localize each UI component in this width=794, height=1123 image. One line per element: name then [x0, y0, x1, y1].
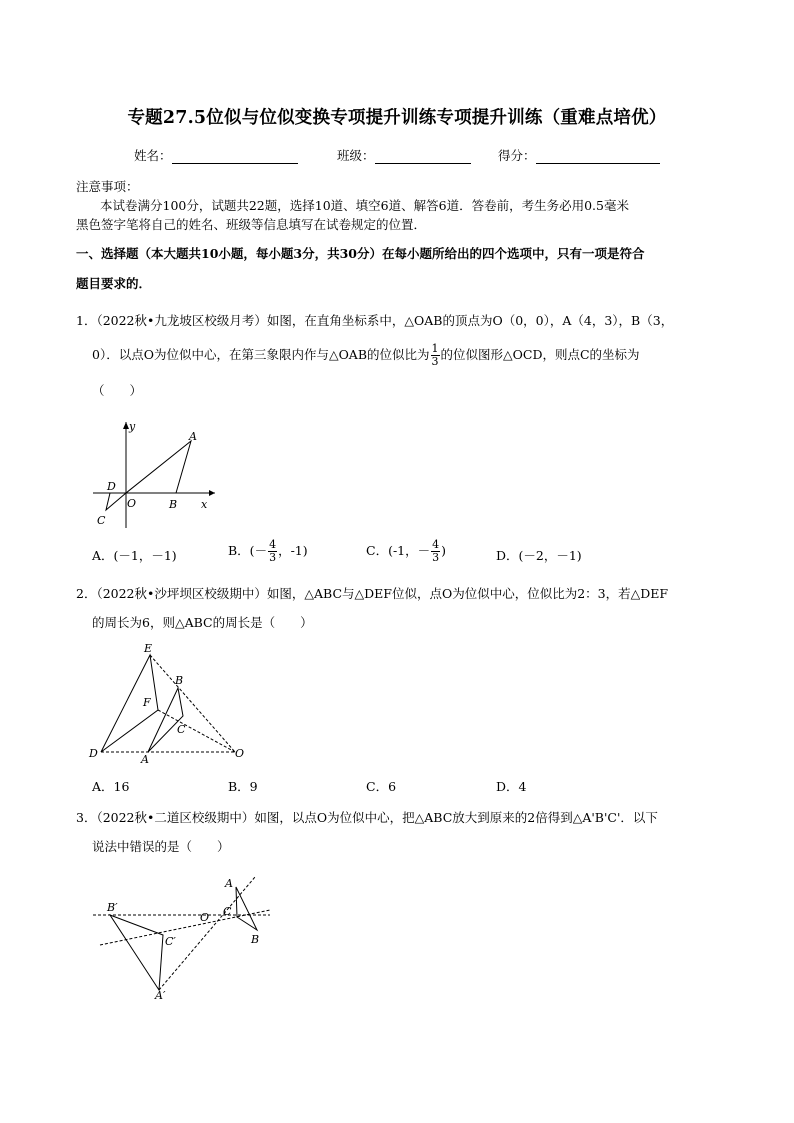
q2-label-f: F	[143, 696, 151, 709]
q1-figure	[85, 410, 225, 530]
q1-label-y: y	[129, 420, 136, 433]
q2-option-d[interactable]: D．4	[496, 779, 527, 794]
name-blank[interactable]	[172, 149, 298, 164]
q2-option-c[interactable]: C．6	[366, 779, 397, 794]
score-blank[interactable]	[536, 149, 660, 164]
q3-label-a: A	[225, 877, 233, 890]
q1-label-x: x	[201, 498, 208, 511]
q1-option-d[interactable]: D．(－2，－1)	[496, 548, 582, 563]
q3-triangle-abc	[236, 887, 257, 930]
class-field[interactable]	[337, 146, 471, 164]
score-field[interactable]	[498, 146, 660, 164]
q2-label-b: B	[175, 674, 184, 687]
q1-line-2	[92, 343, 640, 368]
q1-answer-bracket: （ ）	[92, 383, 143, 398]
class-blank[interactable]	[375, 149, 471, 164]
name-field[interactable]	[134, 146, 298, 164]
q2-label-a: A	[141, 753, 149, 766]
q1-ratio-fraction: $\frac{1}{3}$	[431, 342, 439, 368]
q3-label-b: B	[251, 933, 260, 946]
q3-label-a-prime: A′	[155, 989, 166, 1002]
notes-line-1: 本试卷满分100分，试题共22题，选择10道、填空6道、解答6道．答卷前，考生务必用0.5毫米	[100, 198, 629, 213]
name-label: 姓名：	[134, 148, 172, 163]
q2-triangle-abc	[148, 688, 183, 752]
q1-triangle-ocd	[106, 493, 126, 510]
q1-label-a: A	[189, 430, 197, 443]
q2-label-d: D	[89, 747, 98, 760]
q3-figure	[85, 865, 285, 1005]
q1-label-o: O	[127, 497, 137, 510]
q1-label-d: D	[107, 480, 116, 493]
q3-line-2: 说法中错误的是（ ）	[92, 839, 230, 854]
q2-line-1: 2．（2022秋•沙坪坝区校级期中）如图，△ABC与△DEF位似，点O为位似中心，位似比为2：3，若△DEF	[76, 586, 669, 601]
q1-line-2a: 0）．以点O为位似中心，在第三象限内作与△OAB的位似比为	[92, 347, 430, 362]
q2-option-b[interactable]: B．9	[228, 779, 258, 794]
notes-heading: 注意事项：	[76, 179, 139, 194]
q2-label-c: C	[177, 723, 186, 736]
q1-label-c: C	[97, 514, 106, 527]
q1-option-b[interactable]: B．(－ $\frac{4}{3}$ ，-1)	[228, 538, 308, 564]
q1-option-a[interactable]: A．(－1，－1)	[92, 548, 177, 563]
q3-dashed-aa	[159, 877, 255, 990]
q3-label-o: O	[200, 911, 210, 924]
q2-figure	[85, 640, 260, 770]
class-label: 班级：	[337, 148, 375, 163]
q3-line-1: 3．（2022秋•二道区校级期中）如图，以点O为位似中心，把△ABC放大到原来的2倍得到△A'B'C'．以下	[76, 810, 658, 825]
q1-line-2b: 的位似图形△OCD，则点C的坐标为	[440, 347, 640, 362]
q1-label-b: B	[169, 498, 178, 511]
q2-dashed-fo	[158, 710, 235, 752]
page-title: 专题27.5位似与位似变换专项提升训练专项提升训练（重难点培优）	[127, 108, 667, 128]
q3-label-b-prime: B′	[107, 901, 118, 914]
q2-label-e: E	[144, 642, 153, 655]
q2-option-a[interactable]: A．16	[92, 779, 130, 794]
q3-label-c: C	[223, 905, 232, 918]
q1-line-1: 1．（2022秋•九龙坡区校级月考）如图，在直角坐标系中，△OAB的顶点为O（0，0），A（4，3），B（3，	[76, 313, 674, 328]
q2-label-o: O	[235, 747, 245, 760]
section-heading-line-2: 题目要求的．	[76, 276, 152, 291]
notes-line-2: 黑色签字笔将自己的姓名、班级等信息填写在试卷规定的位置．	[76, 217, 427, 232]
q2-line-2: 的周长为6，则△ABC的周长是（ ）	[92, 615, 313, 630]
section-heading-line-1: 一、选择题（本大题共10小题，每小题3分，共30分）在每小题所给出的四个选项中，只有一项是符合	[76, 246, 645, 261]
q1-option-c[interactable]: C．(-1，－ $\frac{4}{3}$ )	[366, 538, 447, 564]
q3-label-c-prime: C′	[165, 935, 176, 948]
q1-triangle-oab	[126, 441, 191, 493]
q3-triangle-a2b2c2	[110, 915, 163, 990]
q1-x-arrow	[209, 490, 215, 496]
score-label: 得分：	[498, 148, 536, 163]
